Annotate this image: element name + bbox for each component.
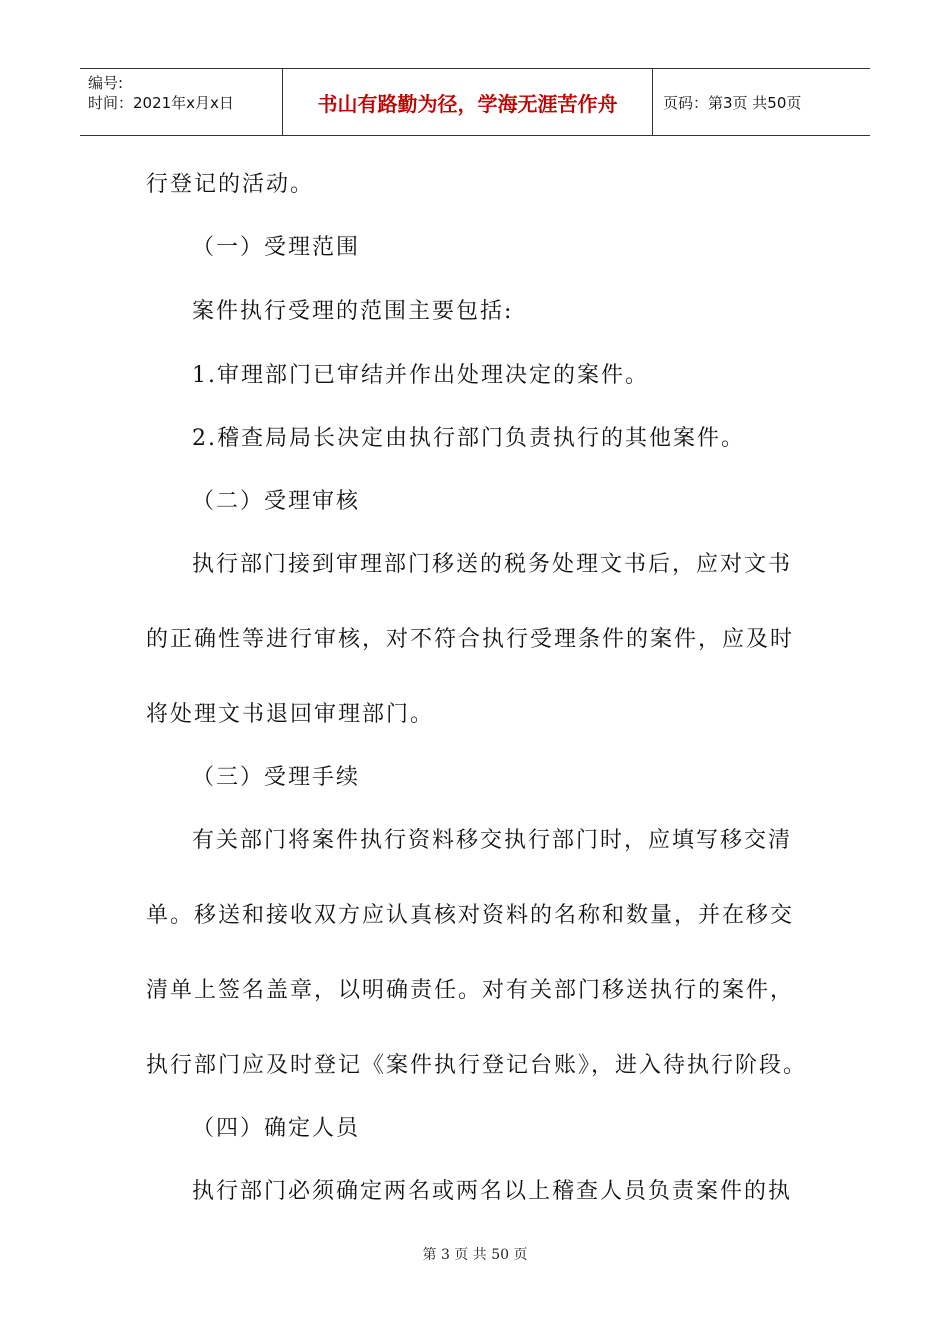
section-heading: （四）确定人员 (192, 1116, 361, 1141)
body-line: 行登记的活动。 (146, 172, 315, 197)
list-item: 1.审理部门已审结并作出处理决定的案件。 (192, 363, 649, 388)
header-motto: 书山有路勤为径，学海无涯苦作舟 (283, 69, 653, 135)
body-line: 的正确性等进行审核，对不符合执行受理条件的案件，应及时 (146, 627, 795, 652)
page-footer: 第 3 页 共 50 页 (422, 1247, 528, 1263)
body-line: 有关部门将案件执行资料移交执行部门时，应填写移交清 (192, 828, 793, 853)
body-line: 清单上签名盖章，以明确责任。对有关部门移送执行的案件， (146, 978, 795, 1003)
document-header (80, 68, 870, 136)
body-line: 案件执行受理的范围主要包括: (192, 299, 514, 324)
list-item: 2.稽查局局长决定由执行部门负责执行的其他案件。 (192, 426, 745, 451)
body-line: 单。移送和接收双方应认真核对资料的名称和数量，并在移交 (146, 903, 795, 928)
body-line: 执行部门应及时登记《案件执行登记台账》，进入待执行阶段。 (146, 1053, 808, 1078)
section-heading: （一）受理范围 (192, 235, 361, 260)
document-number-label: 编号: (88, 74, 124, 92)
body-line: 将处理文书退回审理部门。 (146, 702, 435, 727)
section-heading: （三）受理手续 (192, 765, 361, 790)
header-meta (80, 69, 283, 135)
section-heading: （二）受理审核 (192, 489, 361, 514)
body-line: 执行部门必须确定两名或两名以上稽查人员负责案件的执 (192, 1179, 793, 1204)
document-time-label: 时间：2021年x月x日 (88, 94, 234, 112)
header-page-info: 页码：第3页 共50页 (663, 93, 802, 112)
body-line: 执行部门接到审理部门移送的税务处理文书后，应对文书 (192, 552, 793, 577)
